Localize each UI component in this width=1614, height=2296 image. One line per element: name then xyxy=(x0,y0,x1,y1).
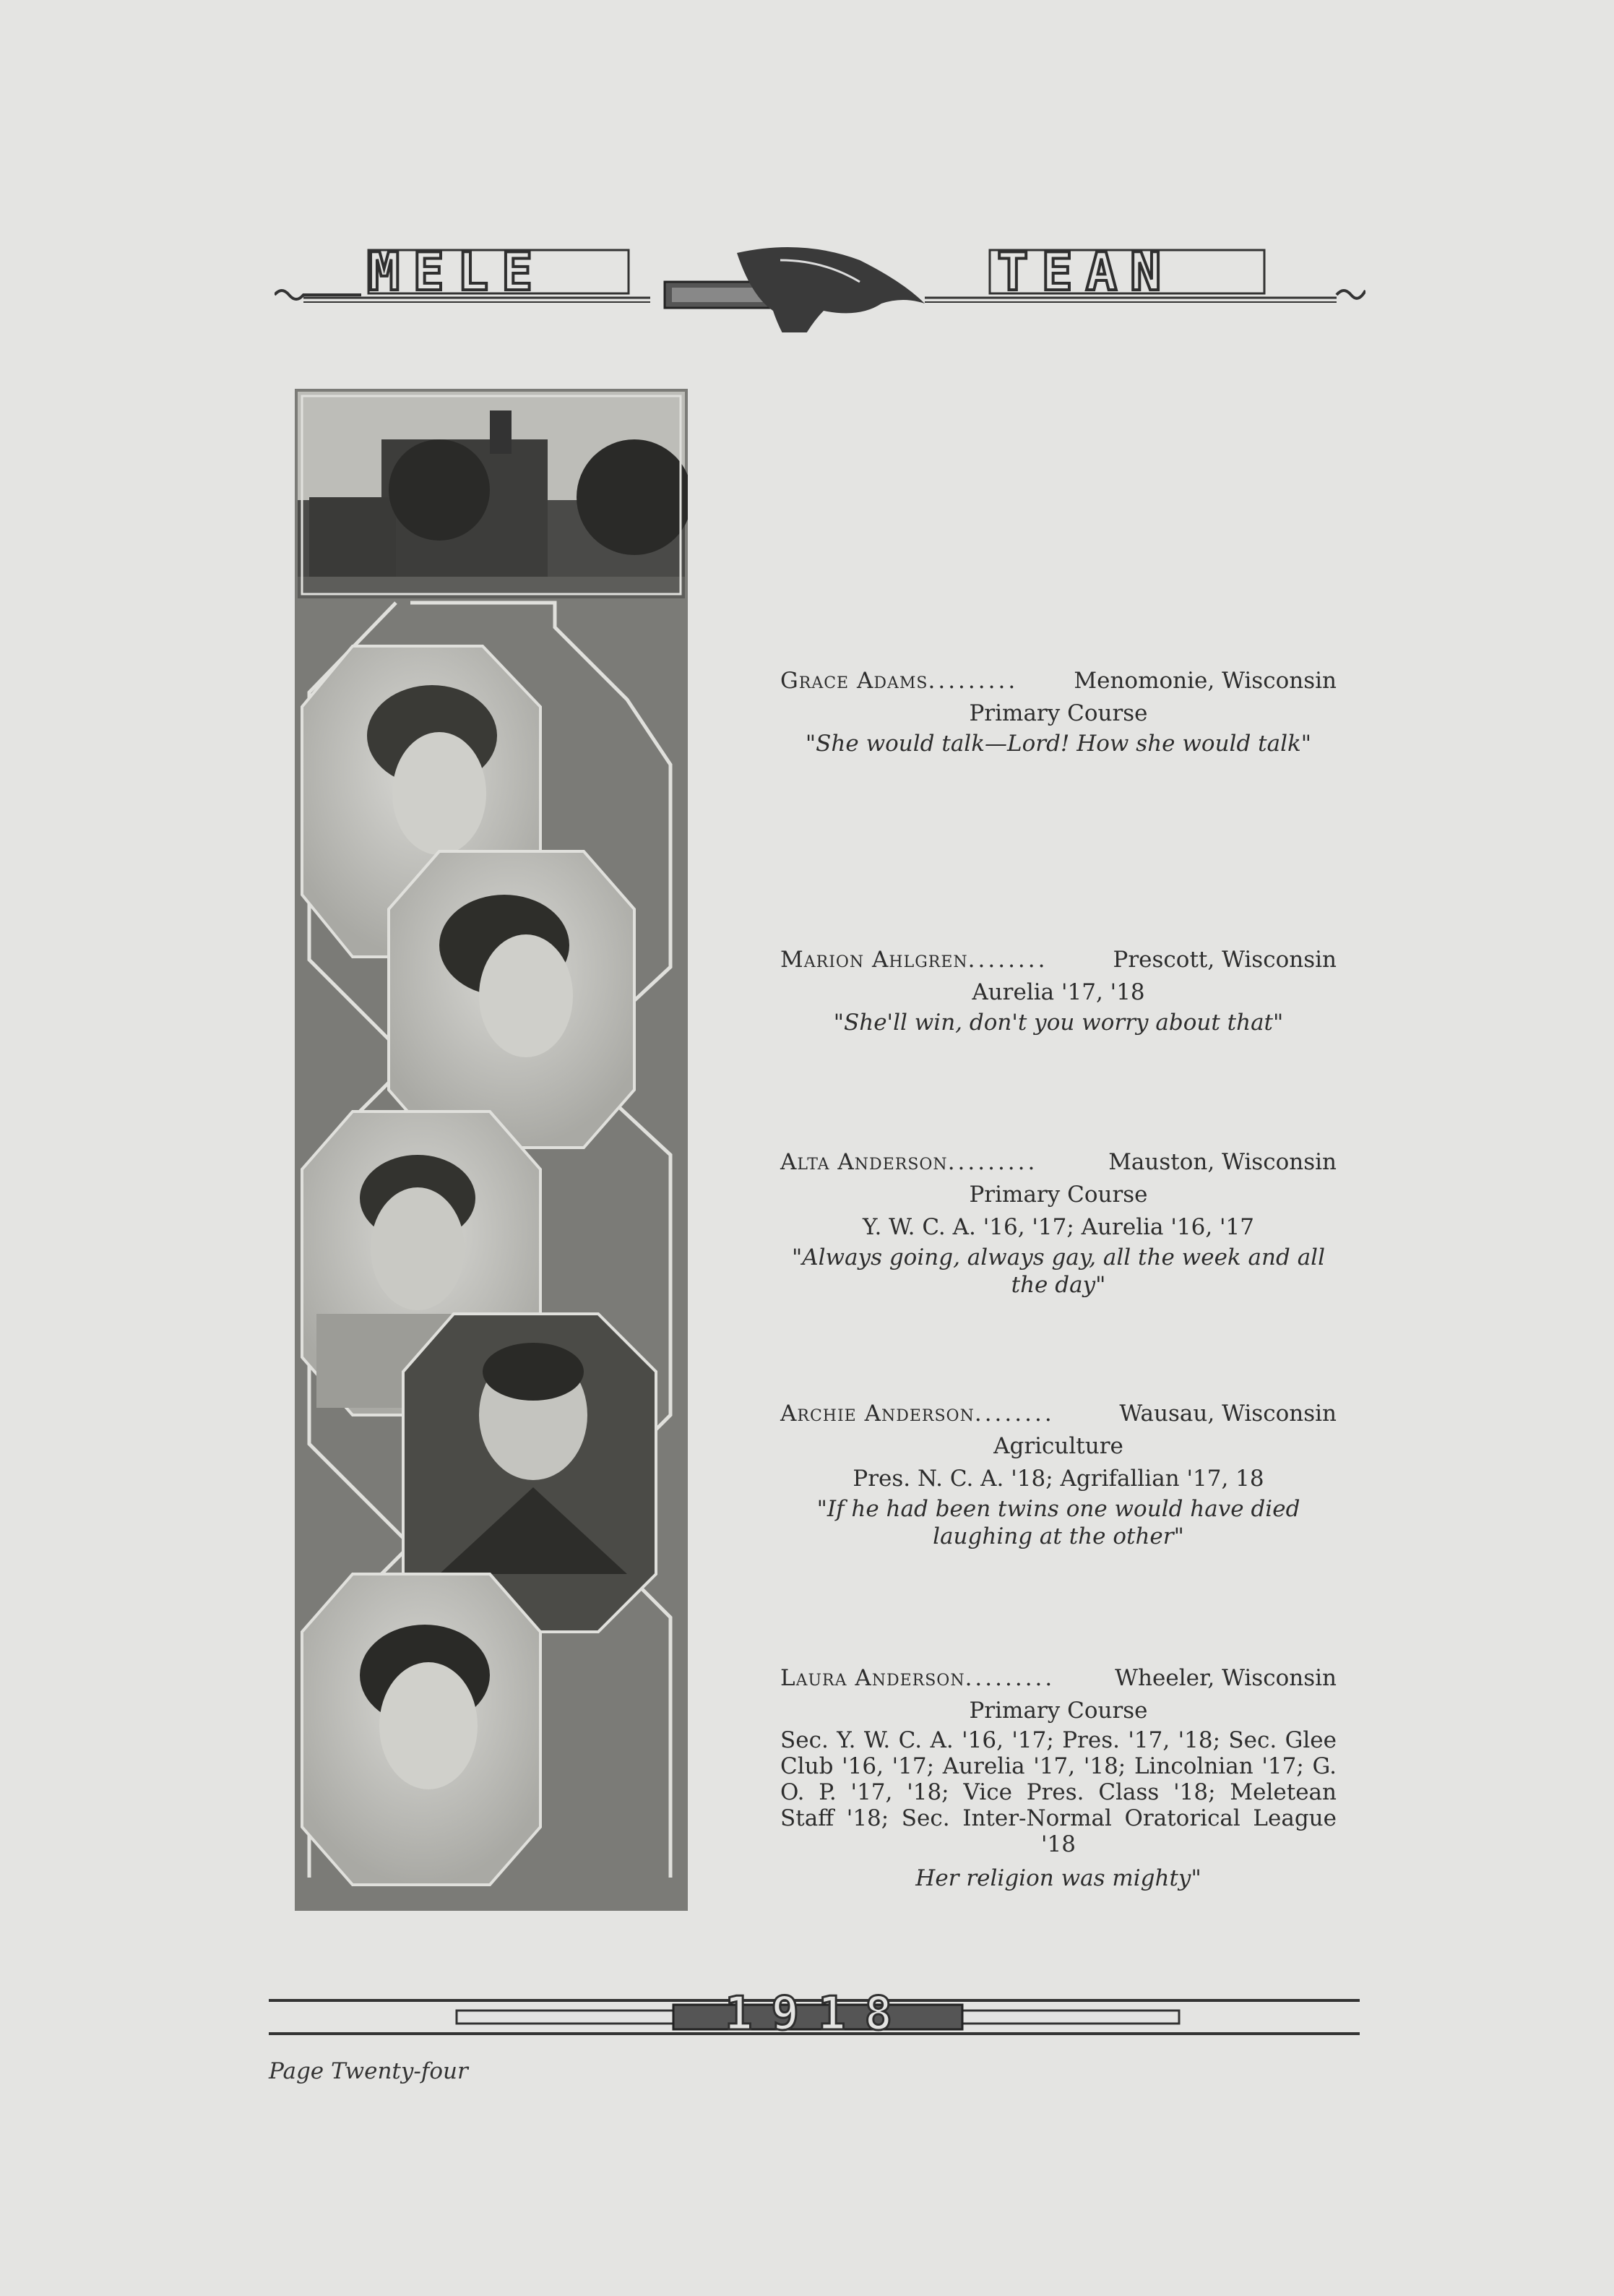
student-course: Primary Course xyxy=(969,1182,1148,1208)
student-hometown: Prescott, Wisconsin xyxy=(1113,947,1337,973)
leader-dots: ......... xyxy=(964,1665,1056,1691)
student-quote: "She would talk—Lord! How she would talk" xyxy=(805,731,1312,757)
student-quote: Her religion was mighty" xyxy=(915,1865,1201,1891)
page-header xyxy=(275,238,1365,332)
student-course: Primary Course xyxy=(969,1698,1148,1724)
student-course: Aurelia '17, '18 xyxy=(972,979,1145,1005)
student-quote: "She'll win, don't you worry about that" xyxy=(833,1010,1284,1036)
student-hometown: Wausau, Wisconsin xyxy=(1119,1401,1337,1427)
portrait-laura-anderson xyxy=(302,1574,540,1885)
student-name: Archie Anderson xyxy=(780,1401,975,1427)
student-name: Alta Anderson xyxy=(780,1149,948,1175)
entry-laura-anderson xyxy=(780,1662,1337,1892)
leader-dots: ........ xyxy=(974,1401,1055,1427)
student-quote: "Always going, always gay, all the week and all the day" xyxy=(791,1244,1326,1298)
student-activities: Pres. N. C. A. '18; Agrifallian '17, 18 xyxy=(853,1466,1264,1492)
student-name: Marion Ahlgren xyxy=(780,947,968,973)
page-number: Page Twenty-four xyxy=(269,2058,468,2084)
entry-marion-ahlgren xyxy=(780,944,1337,1036)
student-activities: Sec. Y. W. C. A. '16, '17; Pres. '17, '18; Sec. Glee Club '16, '17; Aurelia '17, '18; Lincolnian '17; G. O. P. '17, '18; Vice Pres. Class '18; Meletean Staff '18; Sec. Inter-Normal Oratorical League '18 xyxy=(780,1727,1337,1857)
student-course: Primary Course xyxy=(969,700,1148,726)
portrait-marion-ahlgren xyxy=(389,851,634,1148)
entry-archie-anderson xyxy=(780,1398,1337,1550)
leader-dots: ........ xyxy=(967,947,1048,973)
student-hometown: Mauston, Wisconsin xyxy=(1108,1149,1337,1175)
building-photo xyxy=(298,392,688,598)
student-name: Grace Adams xyxy=(780,668,928,694)
entry-grace-adams xyxy=(780,665,1337,757)
student-name: Laura Anderson xyxy=(780,1665,965,1691)
student-course: Agriculture xyxy=(993,1433,1123,1459)
photo-column-art xyxy=(295,389,688,1911)
header-title-left: MELE xyxy=(368,241,546,302)
photo-column xyxy=(295,389,688,1911)
header-title-right: TEAN xyxy=(997,241,1175,302)
eagle-icon xyxy=(737,247,925,332)
leader-dots: ......... xyxy=(947,1149,1038,1175)
student-hometown: Wheeler, Wisconsin xyxy=(1115,1665,1337,1691)
student-activities: Y. W. C. A. '16, '17; Aurelia '16, '17 xyxy=(862,1214,1254,1240)
student-quote: "If he had been twins one would have died laughing at the other" xyxy=(816,1496,1300,1549)
page-footer xyxy=(269,1987,1360,2041)
student-hometown: Menomonie, Wisconsin xyxy=(1074,668,1337,694)
footer-year: 1918 xyxy=(724,1987,912,2041)
entry-alta-anderson xyxy=(780,1146,1337,1299)
leader-dots: ......... xyxy=(928,668,1019,694)
